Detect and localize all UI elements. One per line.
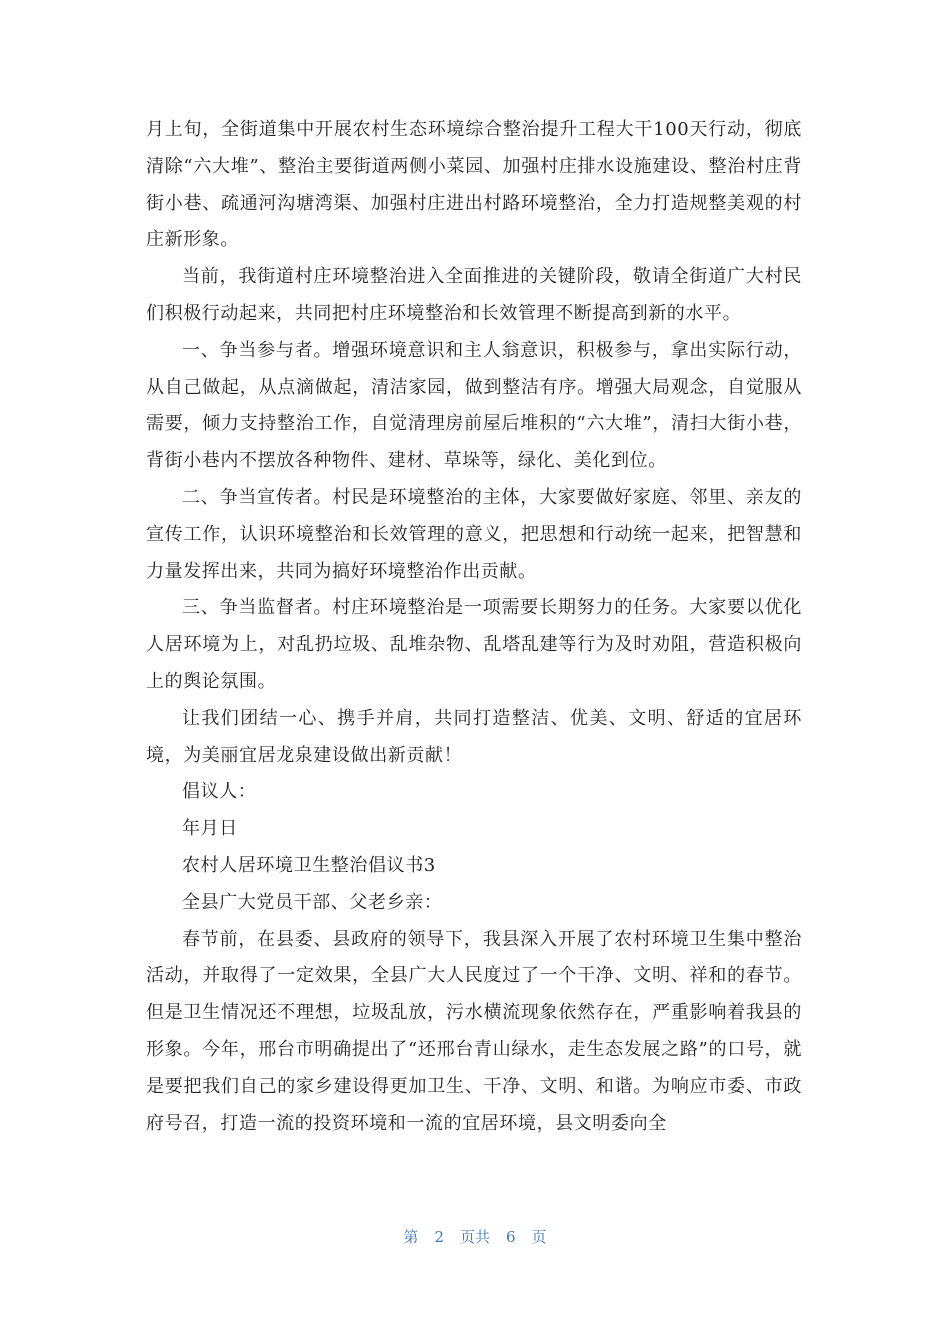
paragraph-11: 春节前，在县委、县政府的领导下，我县深入开展了农村环境卫生集中整治活动，并取得了一定效果，全县广大人民度过了一个干净、文明、祥和的春节。但是卫生情况还不理想，垃圾乱放，污水横流现象依然存在，严重影响着我县的形象。今年，邢台市明确提出了“还邢台青山绿水，走生态发展之路”的口号，就是要把我们自己的家乡建设得更加卫生、干净、文明、和谐。为响应市委、市政府号召，打造一流的投资环境和一流的宜居环境，县文明委向全	[146, 928, 802, 1134]
paragraph-3: 一、争当参与者。增强环境意识和主人翁意识，积极参与，拿出实际行动，从自己做起，从点滴做起，清洁家园，做到整洁有序。增强大局观念，自觉服从需要，倾力支持整治工作，自觉清理房前屋后堆积的“六大堆”，清扫大街小巷，背街小巷内不摆放各种物件、建材、草垛等，绿化、美化到位。	[146, 339, 802, 472]
paragraph-2: 当前，我街道村庄环境整治进入全面推进的关键阶段，敬请全街道广大村民们积极行动起来，共同把村庄环境整治和长效管理不断提高到新的水平。	[146, 266, 802, 324]
section-title: 农村人居环境卫生整治倡议书3	[182, 854, 436, 876]
footer-label-page: 第	[403, 1228, 419, 1246]
signature-label: 倡议人：	[182, 781, 257, 803]
footer-current-page: 2	[434, 1228, 444, 1246]
paragraph-4: 二、争当宣传者。村民是环境整治的主体，大家要做好家庭、邻里、亲友的宣传工作，认识环境整治和长效管理的意义，把思想和行动统一起来，把智慧和力量发挥出来，共同为搞好环境整治作出贡献。	[146, 486, 802, 582]
footer-label-end: 页	[531, 1228, 547, 1246]
paragraph-1: 月上旬，全街道集中开展农村生态环境综合整治提升工程大干100天行动，彻底清除“六大堆”、整治主要街道两侧小菜园、加强村庄排水设施建设、整治村庄背街小巷、疏通河沟塘湾渠、加强村庄进出村路环境整治，全力打造规整美观的村庄新形象。	[146, 119, 802, 251]
document-body	[146, 112, 802, 1142]
paragraph-5: 三、争当监督者。村庄环境整治是一项需要长期努力的任务。大家要以优化人居环境为上，对乱扔垃圾、乱堆杂物、乱塔乱建等行为及时劝阻，营造积极向上的舆论氛围。	[146, 597, 802, 692]
date-line: 年月日	[182, 818, 238, 840]
salutation: 全县广大党员干部、父老乡亲：	[182, 891, 443, 913]
page-footer	[0, 1226, 950, 1247]
paragraph-6: 让我们团结一心、携手并肩，共同打造整洁、优美、文明、舒适的宜居环境，为美丽宜居龙泉建设做出新贡献！	[146, 707, 802, 766]
footer-label-of: 页共	[459, 1228, 490, 1246]
footer-total-pages: 6	[506, 1228, 516, 1246]
